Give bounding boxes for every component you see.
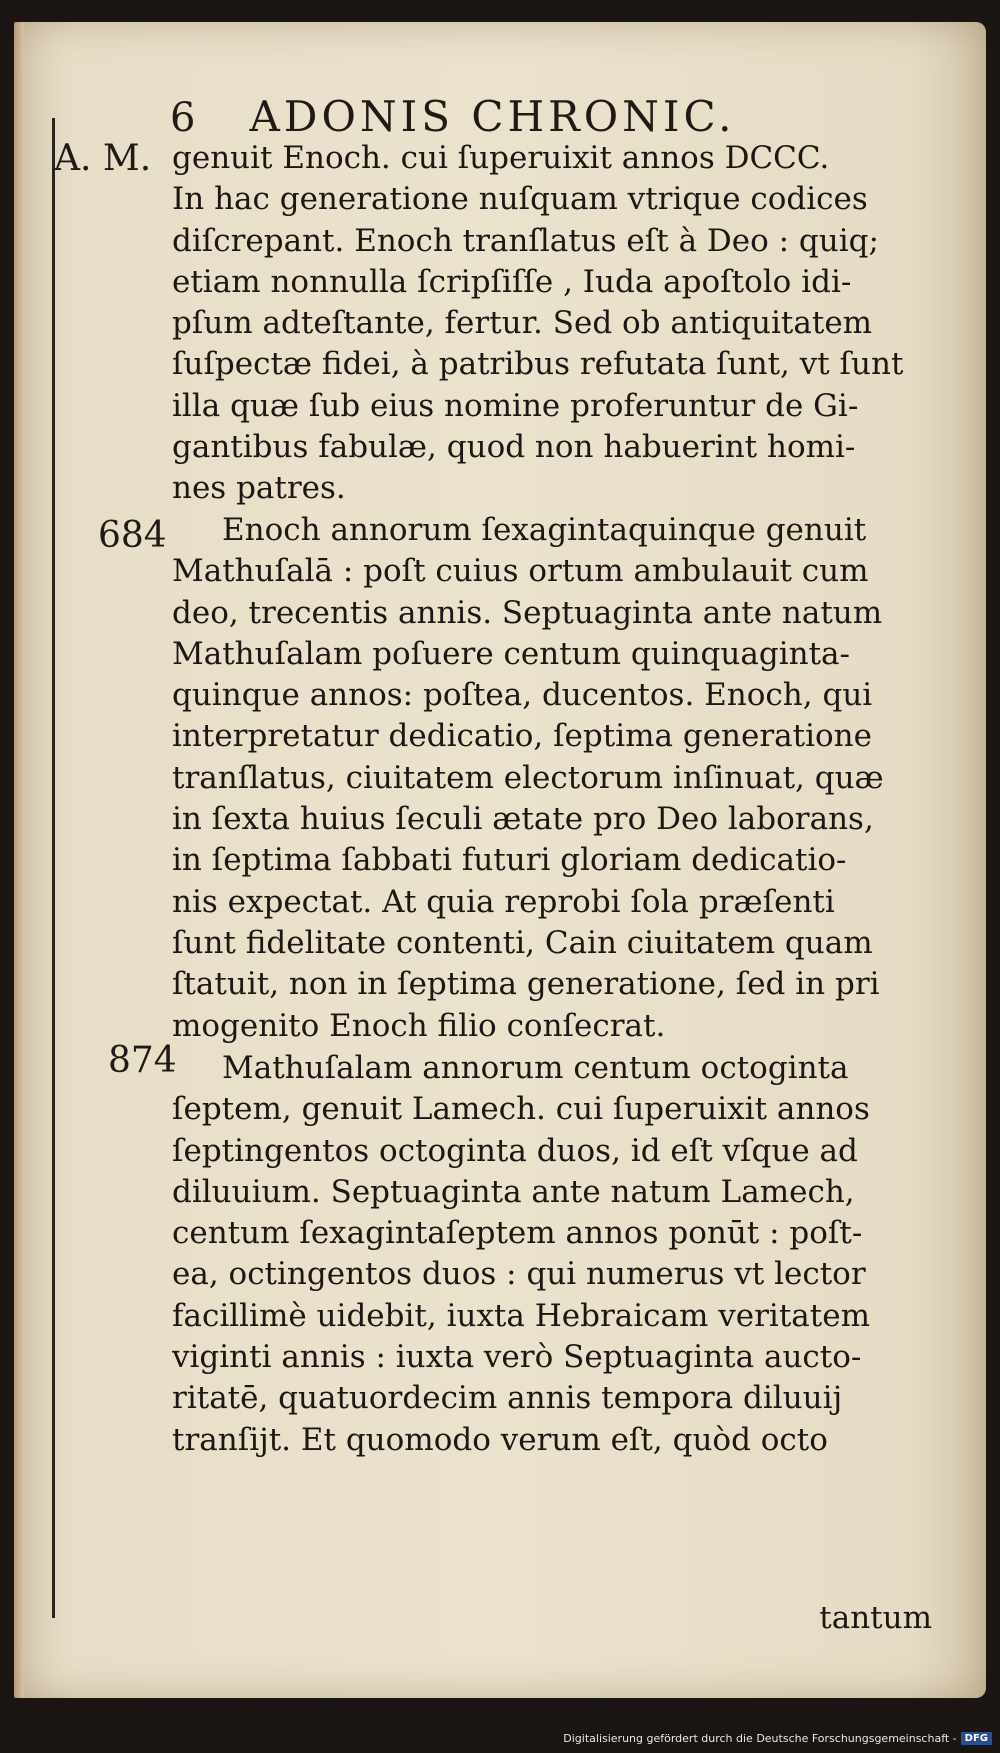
text-line: gantibus fabulæ, quod non habuerint homi- [172,429,856,466]
text-line: ritatē, quatuordecim annis tempora diluuij [172,1380,843,1417]
text-line: mogenito Enoch filio conſecrat. [172,1007,666,1044]
running-title: ADONIS CHRONIC. [249,92,736,141]
text-line: ea, octingentos duos : qui numerus vt lector [172,1256,866,1293]
text-line: genuit Enoch. cui ſuperuixit annos DCCC. [172,140,830,176]
page-edge [14,22,24,1698]
margin-year: 684 [98,515,167,556]
text-line: Mathuſalam poſuere centum quinquaginta- [172,635,850,672]
dfg-logo: DFG [961,1732,992,1745]
paragraph-3 [172,1048,942,1461]
text-line: ſtatuit, non in ſeptima generatione, ſed in pri [172,966,880,1003]
text-line: in ſeptima ſabbati futuri gloriam dedicatio- [172,842,847,879]
page-number: 6 [170,95,196,141]
text-line: deo, trecentis annis. Septuaginta ante natum [172,594,883,631]
text-line: tranſijt. Et quomodo verum eſt, quòd octo [172,1421,828,1458]
text-line: pſum adteſtante, fertur. Sed ob antiquitatem [172,305,873,342]
margin-rule [52,118,55,1618]
text-line: nis expectat. At quia reprobi ſola præſenti [172,883,835,920]
text-line: facillimè uidebit, iuxta Hebraicam veritatem [172,1297,870,1334]
paragraph-1 [172,138,942,510]
text-line: interpretatur dedicatio, ſeptima generatione [172,718,872,755]
text-line: ſeptem, genuit Lamech. cui ſuperuixit annos [172,1091,870,1128]
text-line: illa quæ ſub eius nomine proferuntur de Gi- [172,387,859,424]
text-line: ſeptingentos octoginta duos, id eſt vſque ad [172,1132,858,1169]
text-line: nes patres. [172,470,346,507]
text-line: ſunt fidelitate contenti, Cain ciuitatem quam [172,924,873,961]
paragraph-2 [172,510,942,1047]
text-line: centum ſexagintaſeptem annos ponūt : poſt- [172,1215,863,1252]
margin-label-am: A. M. [54,138,152,179]
text-line: in ſexta huius ſeculi ætate pro Deo laborans, [172,801,874,838]
catchword: tantum [819,1600,932,1636]
text-line: tranſlatus, ciuitatem electorum inſinuat, quæ [172,759,884,796]
text-line: ſuſpectæ fidei, à patribus refutata ſunt, vt ſunt [172,346,904,383]
text-line: Mathuſalam annorum centum octoginta [222,1050,849,1086]
text-line: diſcrepant. Enoch tranſlatus eſt à Deo : quiq; [172,222,879,259]
text-line: Mathuſalā : poſt cuius ortum ambulauit cum [172,553,869,590]
text-line: etiam nonnulla ſcripſiſſe , Iuda apoſtolo idi- [172,263,852,300]
margin-year: 874 [108,1040,177,1081]
text-line: In hac generatione nuſquam vtrique codices [172,181,868,218]
text-line: viginti annis : iuxta verò Septuaginta aucto- [172,1339,862,1376]
text-line: quinque annos: poſtea, ducentos. Enoch, qui [172,677,873,714]
text-line: Enoch annorum ſexagintaquinque genuit [222,512,867,548]
credit-text: Digitalisierung gefördert durch die Deutsche Forschungsgemeinschaft - [563,1731,957,1745]
digitization-credit [563,1727,992,1749]
text-line: diluuium. Septuaginta ante natum Lamech, [172,1173,855,1210]
